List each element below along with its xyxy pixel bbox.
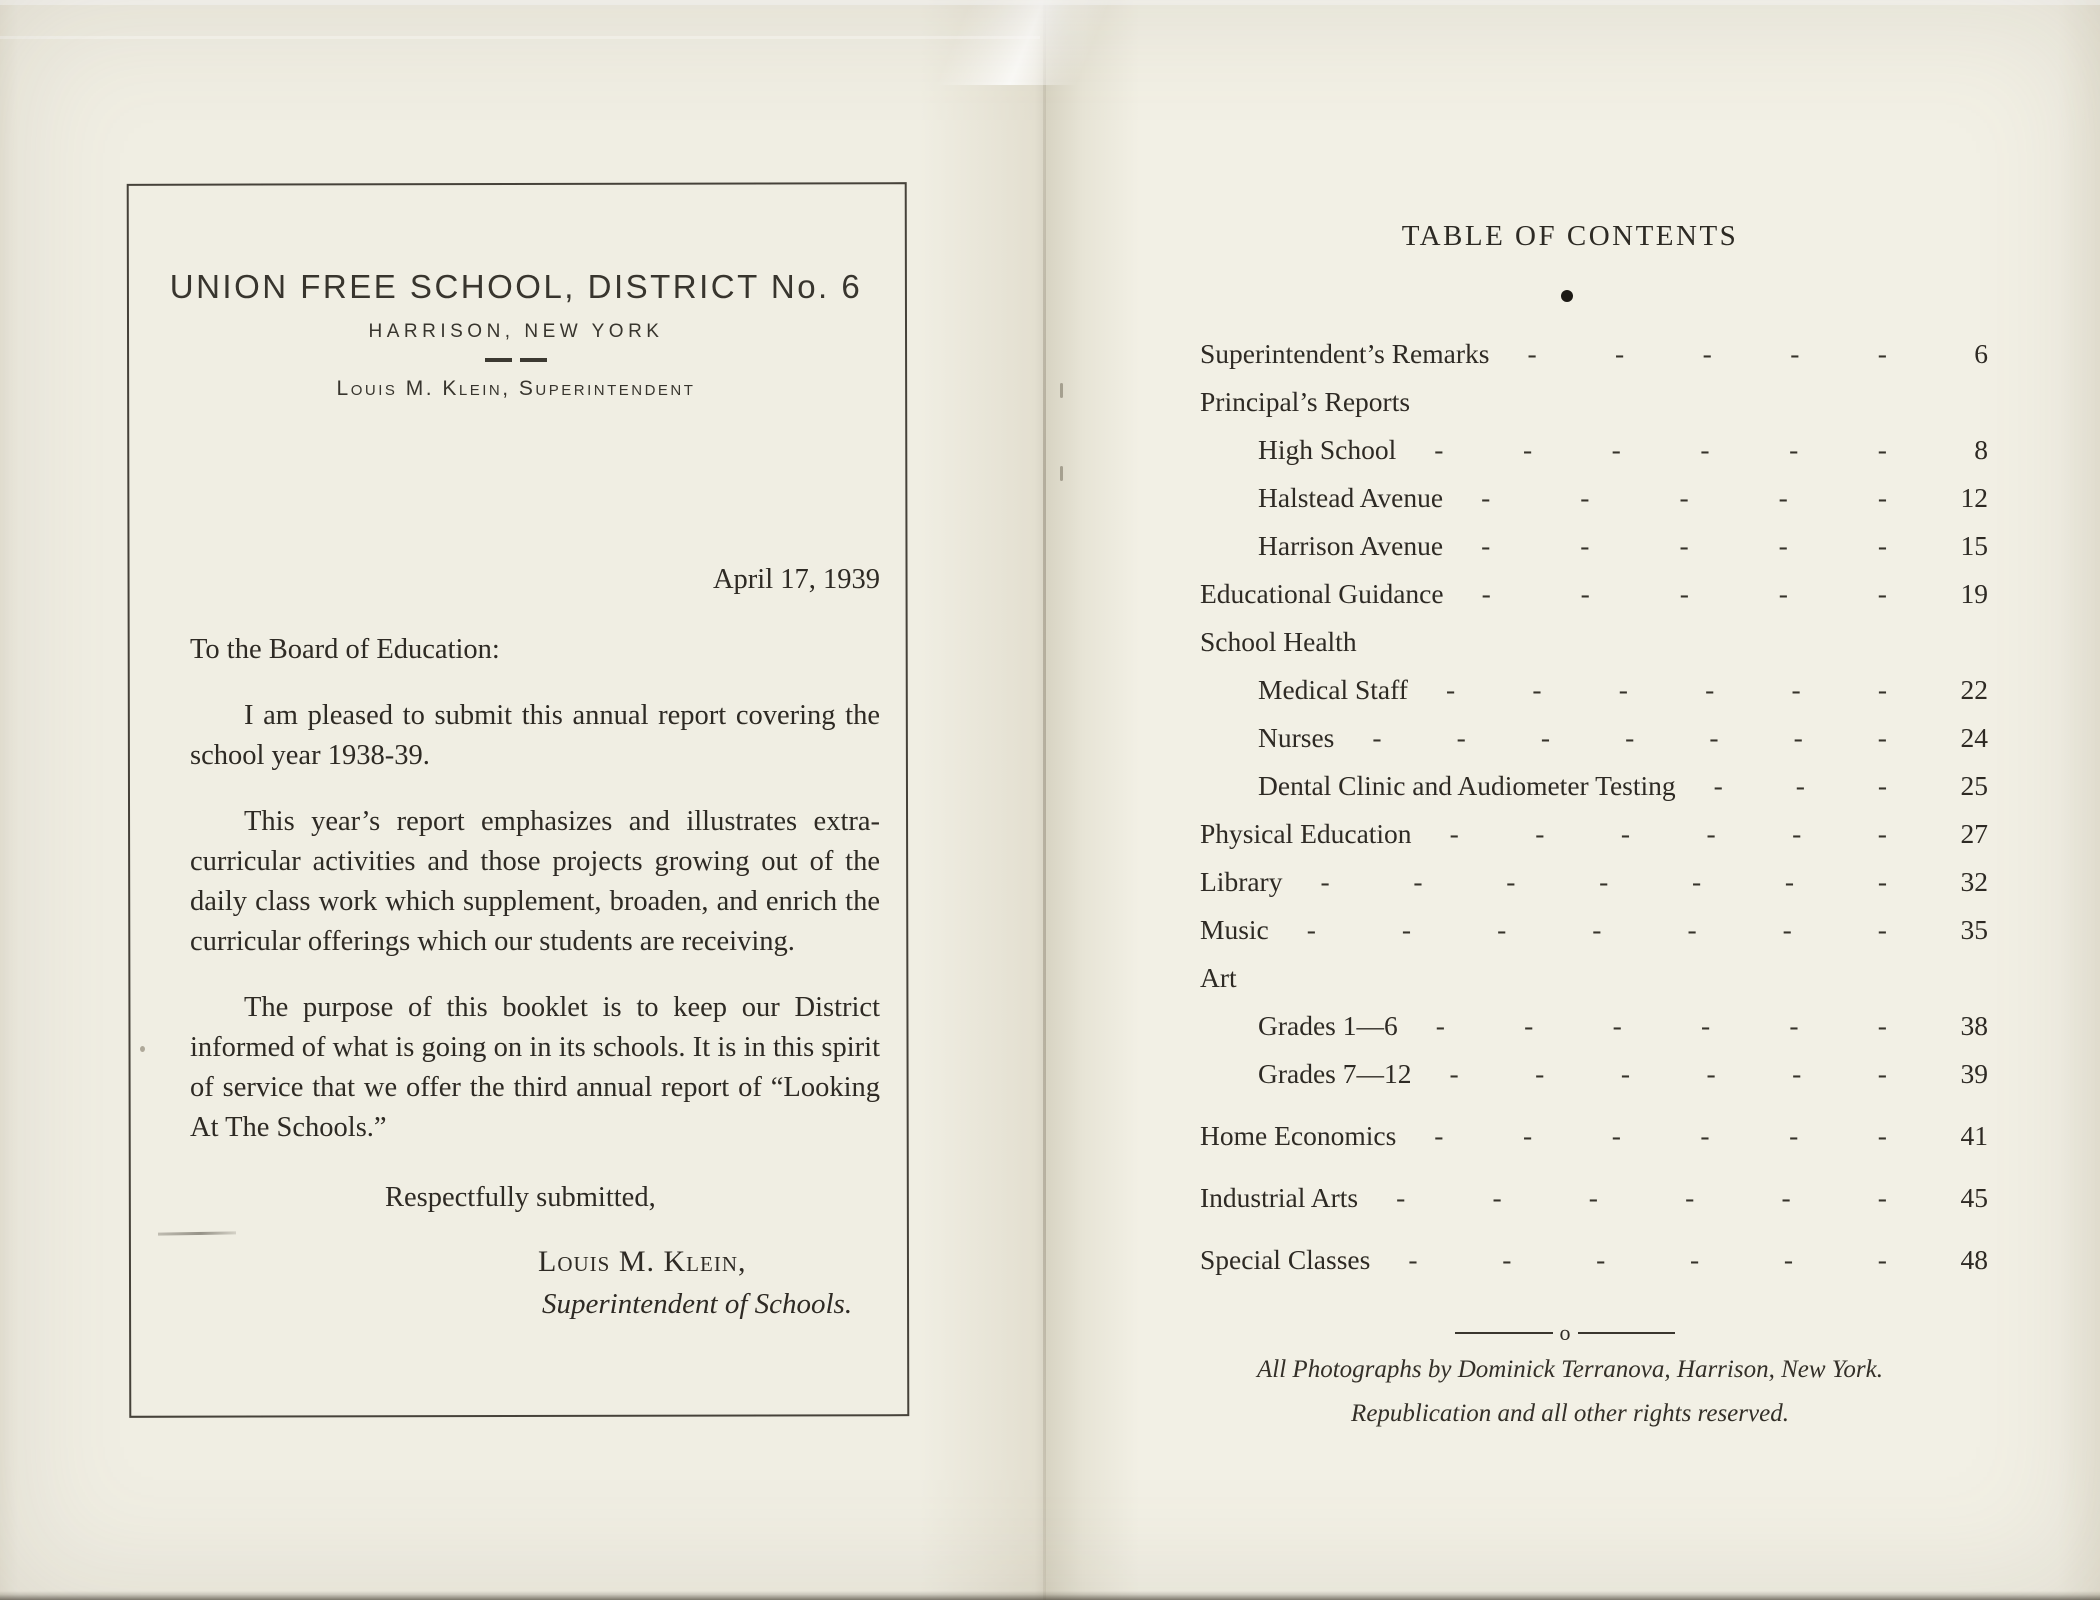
leader-dash: - [1783,1244,1794,1275]
leader-dash: - [1685,1182,1695,1213]
toc-leader-dashes [1434,1120,1887,1152]
toc-leader-dashes [1436,1010,1887,1042]
leader-dash: - [1789,434,1799,465]
toc-entry-label: Art [1200,962,1237,993]
leader-dash: - [1615,338,1625,369]
toc-leader-dashes [1372,722,1887,754]
toc-page-number: 45 [1960,1182,1988,1213]
superintendent-name-line: Louis M. Klein, Superintendent [336,377,696,400]
toc-page-number: 38 [1960,1010,1988,1041]
leader-dash: - [1481,482,1491,513]
letter-body [190,560,880,1324]
toc-page-number: 8 [1974,434,1988,465]
leader-dash: - [1449,1058,1459,1089]
leader-dash: - [1524,1010,1534,1041]
leader-dash: - [1706,818,1716,849]
leader-dash: - [1679,530,1689,561]
toc-end-divider [1455,1322,1675,1344]
letter-paragraph: This year’s report emphasizes and illustrates extra-curricular activities and those projects growing out of the daily class work which supplement, broaden, and enrich the curricular offerings which our students are receiving. [190,806,880,957]
toc-row [1200,626,1988,674]
signature-title: Superintendent of Schools. [542,1288,853,1320]
leader-dash: - [1535,818,1545,849]
toc-entry-label: Music [1200,914,1269,945]
leader-dash: - [1522,434,1533,465]
leader-dash: - [1793,722,1803,753]
leader-dash: - [1690,1244,1700,1275]
toc-page-number: 19 [1960,578,1988,609]
toc-row [1200,434,1988,482]
leader-dash: - [1877,434,1887,465]
toc-row [1200,1058,1988,1106]
leader-dash: - [1599,866,1609,897]
leader-dash: - [1679,578,1689,609]
letter-paragraph: I am pleased to submit this annual report covering the school year 1938-39. [190,700,880,771]
binding-stitch-mark [1060,466,1063,481]
toc-row [1200,482,1988,530]
toc-page-number: 6 [1974,338,1988,369]
toc-leader-dashes [1446,674,1887,706]
toc-row [1200,1182,1988,1230]
leader-dash: - [1679,482,1689,513]
leader-dash: - [1620,818,1631,849]
toc-page-number: 27 [1960,818,1988,849]
toc-row [1200,578,1988,626]
toc-page-number: 15 [1960,530,1988,561]
leader-dash: - [1580,482,1590,513]
leader-dash: - [1492,1182,1502,1213]
credits-line: All Photographs by Dominick Terranova, Harrison, New York. [1257,1356,1883,1383]
leader-dash: - [1877,578,1887,609]
leader-dash: - [1527,338,1537,369]
toc-row [1200,962,1988,1010]
letterhead-divider [485,358,547,362]
toc-row [1200,530,1988,578]
leader-dash: - [1789,1120,1799,1151]
leader-dash: - [1481,530,1491,561]
toc-page-number: 12 [1960,482,1988,513]
toc-entry-label: Nurses [1258,722,1335,753]
leader-dash: - [1434,1120,1444,1151]
leader-dash: - [1506,866,1516,897]
leader-dash: - [1408,1244,1418,1275]
leader-dash: - [1592,914,1602,945]
toc-leader-dashes [1396,1182,1887,1214]
leader-dash: - [1620,1058,1630,1089]
leader-dash: - [1877,1058,1887,1089]
leader-dash: - [1702,338,1712,369]
toc-leader-dashes [1450,1058,1887,1090]
leader-dash: - [1877,674,1887,705]
toc-entry-label: High School [1258,434,1397,465]
toc-entry-label: Dental Clinic and Audiometer Testing [1258,770,1676,801]
leader-dash: - [1784,866,1795,897]
leader-dash: - [1877,914,1887,945]
leader-dash: - [1877,770,1887,801]
leader-dash: - [1792,1058,1802,1089]
toc-row [1200,866,1988,914]
toc-row [1200,1120,1988,1168]
school-name: UNION FREE SCHOOL, DISTRICT No. 6 [169,268,863,305]
leader-dash: - [1588,1182,1598,1213]
school-location: HARRISON, NEW YORK [368,321,664,342]
leader-dash: - [1778,482,1788,513]
page-top-edge [0,0,2100,5]
toc-row [1200,386,1988,434]
leader-dash: - [1401,914,1412,945]
toc-row [1200,674,1988,722]
leader-dash: - [1456,722,1466,753]
leader-dash: - [1706,1058,1716,1089]
toc-entry-label: Home Economics [1200,1120,1397,1151]
toc-leader-dashes [1408,1244,1887,1276]
toc-page-number: 22 [1960,674,1988,705]
leader-dash: - [1877,722,1887,753]
toc-entry-label: Principal’s Reports [1200,386,1411,417]
leader-dash: - [1532,674,1542,705]
toc-leader-dashes [1481,482,1887,514]
toc-entry-label: Industrial Arts [1200,1182,1359,1213]
leader-dash: - [1782,914,1792,945]
leader-dash: - [1540,722,1551,753]
leader-dash: - [1692,866,1702,897]
toc-leader-dashes [1450,818,1887,850]
letter-date: April 17, 1939 [712,564,880,595]
leader-dash: - [1792,818,1802,849]
toc-leader-dashes [1481,530,1887,562]
leader-dash: - [1877,530,1887,561]
toc-entry-label: School Health [1200,626,1357,657]
leader-dash: - [1877,1244,1887,1275]
toc-leader-dashes [1320,866,1887,898]
leader-dash: - [1705,674,1715,705]
letterhead [128,268,904,401]
leader-dash: - [1877,482,1887,513]
scan-artifact-streak [0,36,1040,39]
toc-row [1200,770,1988,818]
leader-dash: - [1449,818,1459,849]
leader-dash: - [1612,1010,1622,1041]
toc-entry-label: Grades 7—12 [1258,1058,1412,1089]
leader-dash: - [1396,1182,1406,1213]
toc-row [1200,818,1988,866]
leader-dash: - [1877,866,1887,897]
toc-list [1200,338,1988,1292]
letter-salutation: To the Board of Education: [190,634,500,665]
toc-entry-label: Educational Guidance [1200,578,1444,609]
toc-leader-dashes [1434,434,1887,466]
toc-page-number: 39 [1960,1058,1988,1089]
leader-dash: - [1580,530,1590,561]
leader-dash: - [1877,1120,1887,1151]
toc-row [1200,338,1988,386]
spine-fold [1043,0,1046,1600]
signature-name: Louis M. Klein, [538,1245,747,1278]
leader-dash: - [1877,338,1887,369]
leader-dash: - [1778,578,1788,609]
leader-dash: - [1687,914,1697,945]
leader-dash: - [1877,1182,1887,1213]
toc-row [1200,722,1988,770]
photo-credits [1150,1348,1990,1436]
leader-dash: - [1596,1244,1606,1275]
leader-dash: - [1781,1182,1791,1213]
leader-dash: - [1306,914,1316,945]
leader-dash: - [1709,722,1719,753]
toc-entry-label: Library [1200,866,1283,897]
toc-page-number: 24 [1960,722,1988,753]
letter-paragraph: The purpose of this booklet is to keep our District informed of what is going on in its schools. It is in this spirit of service that we offer the third annual report of “Looking At The Schools.” [190,992,880,1143]
toc-leader-dashes [1527,338,1887,370]
leader-dash: - [1445,674,1456,705]
leader-dash: - [1502,1244,1512,1275]
toc-entry-label: Harrison Avenue [1258,530,1444,561]
toc-entry-label: Superintendent’s Remarks [1200,338,1490,369]
toc-row [1200,1010,1988,1058]
toc-page-number: 35 [1960,914,1988,945]
divider-rule-left [1455,1332,1553,1334]
leader-dash: - [1580,578,1590,609]
leader-dash: - [1713,770,1723,801]
leader-dash: - [1618,674,1628,705]
credits-line: Republication and all other rights reserved. [1351,1400,1789,1427]
toc-title: TABLE OF CONTENTS [1401,220,1739,252]
letter-closing: Respectfully submitted, [385,1182,656,1213]
leader-dash: - [1372,722,1382,753]
leader-dash: - [1522,1120,1533,1151]
leader-dash: - [1778,530,1788,561]
toc-entry-label: Halstead Avenue [1258,482,1444,513]
book-bottom-edge-shadow [0,1591,2100,1600]
toc-entry-label: Special Classes [1200,1244,1371,1275]
toc-row [1200,914,1988,962]
leader-dash: - [1700,1120,1710,1151]
toc-page-number: 41 [1960,1120,1988,1151]
leader-dash: - [1611,434,1621,465]
leader-dash: - [1700,1010,1711,1041]
divider-glyph: o [1559,1320,1571,1345]
paper-speck [140,1046,145,1052]
binding-stitch-mark [1060,383,1063,398]
toc-page-number: 25 [1960,770,1988,801]
leader-dash: - [1434,434,1444,465]
leader-dash: - [1481,578,1491,609]
bullet-dot [1561,290,1573,302]
leader-dash: - [1413,866,1423,897]
leader-dash: - [1790,338,1800,369]
toc-entry-label: Grades 1—6 [1258,1010,1398,1041]
leader-dash: - [1700,434,1710,465]
leader-dash: - [1625,722,1635,753]
leader-dash: - [1320,866,1330,897]
divider-rule-right [1578,1332,1676,1334]
toc-page-number: 32 [1960,866,1988,897]
leader-dash: - [1877,1010,1887,1041]
leader-dash: - [1611,1120,1621,1151]
leader-dash: - [1535,1058,1545,1089]
toc-leader-dashes [1482,578,1887,610]
leader-dash: - [1497,914,1507,945]
toc-page-number: 48 [1960,1244,1988,1275]
leader-dash: - [1791,674,1801,705]
toc-row [1200,1244,1988,1292]
toc-entry-label: Medical Staff [1258,674,1408,705]
toc-leader-dashes [1714,770,1887,802]
leader-dash: - [1877,818,1887,849]
leader-dash: - [1789,1010,1799,1041]
leader-dash: - [1795,770,1805,801]
toc-leader-dashes [1307,914,1887,946]
toc-entry-label: Physical Education [1200,818,1412,849]
leader-dash: - [1435,1010,1445,1041]
